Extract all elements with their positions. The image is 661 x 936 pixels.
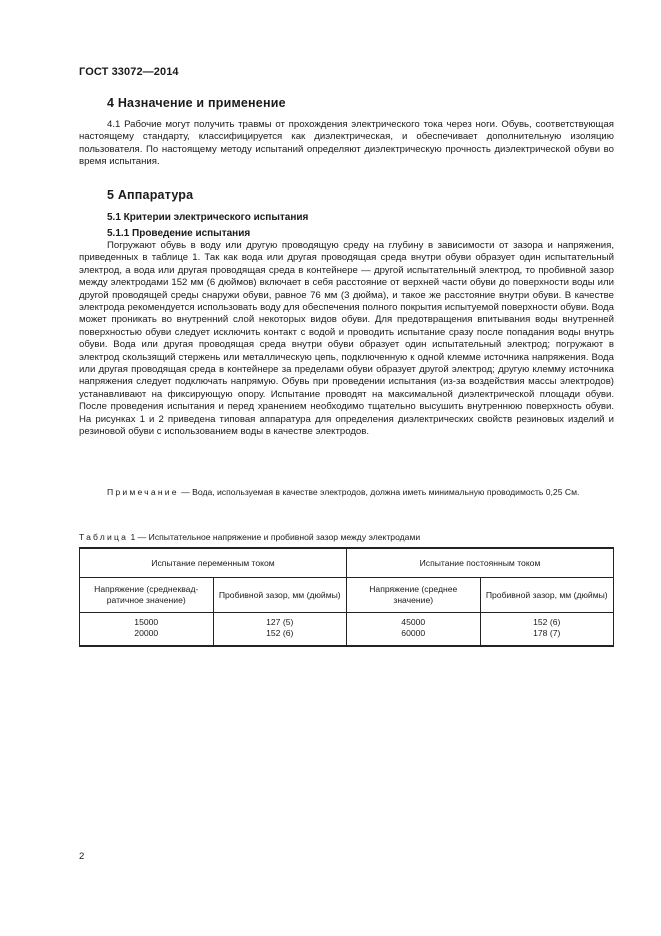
dc-voltage-1: 45000 <box>401 617 426 627</box>
test-voltage-table <box>79 547 614 647</box>
table-header-dc: Испытание постоянным током <box>347 548 614 578</box>
dc-voltage-2: 60000 <box>401 628 426 638</box>
table-header-ac: Испытание переменным током <box>80 548 347 578</box>
table-caption-text: 1 — Испытательное напряжение и пробивной зазор между электродами <box>128 532 421 542</box>
ac-voltage-1: 15000 <box>134 617 159 627</box>
section-5-1-heading: 5.1 Критерии электрического испытания <box>107 212 309 223</box>
ac-voltage-2: 20000 <box>134 628 159 638</box>
section-4-heading: 4 Назначение и применение <box>107 96 286 110</box>
page-number: 2 <box>79 851 85 862</box>
table-col-ac-voltage: Напряжение (среднеквад-ратичное значение) <box>80 578 214 613</box>
standard-header: ГОСТ 33072—2014 <box>79 66 179 78</box>
ac-voltage-cell <box>80 613 214 647</box>
section-5-1-1-heading: 5.1.1 Проведение испытания <box>107 228 251 239</box>
table-col-dc-voltage: Напряжение (среднее значение) <box>347 578 481 613</box>
section-4-1-paragraph: 4.1 Рабочие могут получить травмы от прохождения электрического тока через ноги. Обувь, соответствующая настоящему стандарту, классифицируется как диэлектрическая, и обеспечивает дополнительную изоляцию пользователя. По настоящему методу испытаний определяют диэлектрическую прочность диэлектрической обуви во время испытания. <box>79 119 614 168</box>
ac-gap-2: 152 (6) <box>266 628 294 638</box>
dc-voltage-cell <box>347 613 481 647</box>
table-caption-label: Таблица <box>79 532 129 542</box>
table-col-dc-gap: Пробивной зазор, мм (дюймы) <box>480 578 614 613</box>
dc-gap-2: 178 (7) <box>533 628 561 638</box>
table-row <box>80 613 614 647</box>
ac-gap-1: 127 (5) <box>266 617 294 627</box>
note-paragraph <box>79 487 614 499</box>
table-col-ac-gap: Пробивной зазор, мм (дюймы) <box>213 578 347 613</box>
section-5-1-1-body: Погружают обувь в воду или другую проводящую среду на глубину в зависимости от зазора и напряжения, приведенных в таблице 1. Так как вода или другая проводящая среда внутри обуви образует один испытательный электрод, а вода или другая проводящая среда в контейнере — другой испытательный электрод, то пробивной зазор между электродами 152 мм (6 дюймов) включает в себя расстояние от верхней части обуви до поверхности воды или другой проводящей среды снаружи обуви, равное 76 мм (3 дюйма), и такое же расстояние внутри обуви. В качестве электрода рекомендуется использовать воду для обеспечения полного покрытия испытуемой поверхности обуви. Вода может проникать во внутренний слой некоторых видов обуви. Для предотвращения впитывания воды внутренней поверхностью обуви следует исключить контакт с водой и проводить испытание сразу после попадания воды внутрь обуви. Вода или другая проводящая среда внутри обуви образует один испытательный электрод; погружают в электрод скользящий стержень или металлическую цепь, подключенную к одной клемме источника напряжения. Вода или другая проводящая среда в контейнере за пределами обуви образует другой электрод; другую клемму источника напряжения следует подключать напрямую. Обувь при проведении испытания (из-за воздействия массы электродов) устанавливают на фиксирующую опору. Испытание проводят на максимальной диэлектрической площади обуви. После проведения испытания и перед хранением необходимо тщательно высушить внутреннюю поверхность обуви. На рисунках 1 и 2 приведена типовая аппаратура для определения диэлектрических свойств резиновых изделий и резиновой обуви с использованием воды в качестве электродов. <box>79 240 614 438</box>
dc-gap-cell <box>480 613 614 647</box>
table-caption <box>79 532 420 542</box>
dc-gap-1: 152 (6) <box>533 617 561 627</box>
section-5-heading: 5 Аппаратура <box>107 188 194 202</box>
ac-gap-cell <box>213 613 347 647</box>
note-label: Примечание <box>107 487 179 497</box>
note-text: — Вода, используемая в качестве электродов, должна иметь минимальную проводимость 0,25 См. <box>178 487 580 497</box>
